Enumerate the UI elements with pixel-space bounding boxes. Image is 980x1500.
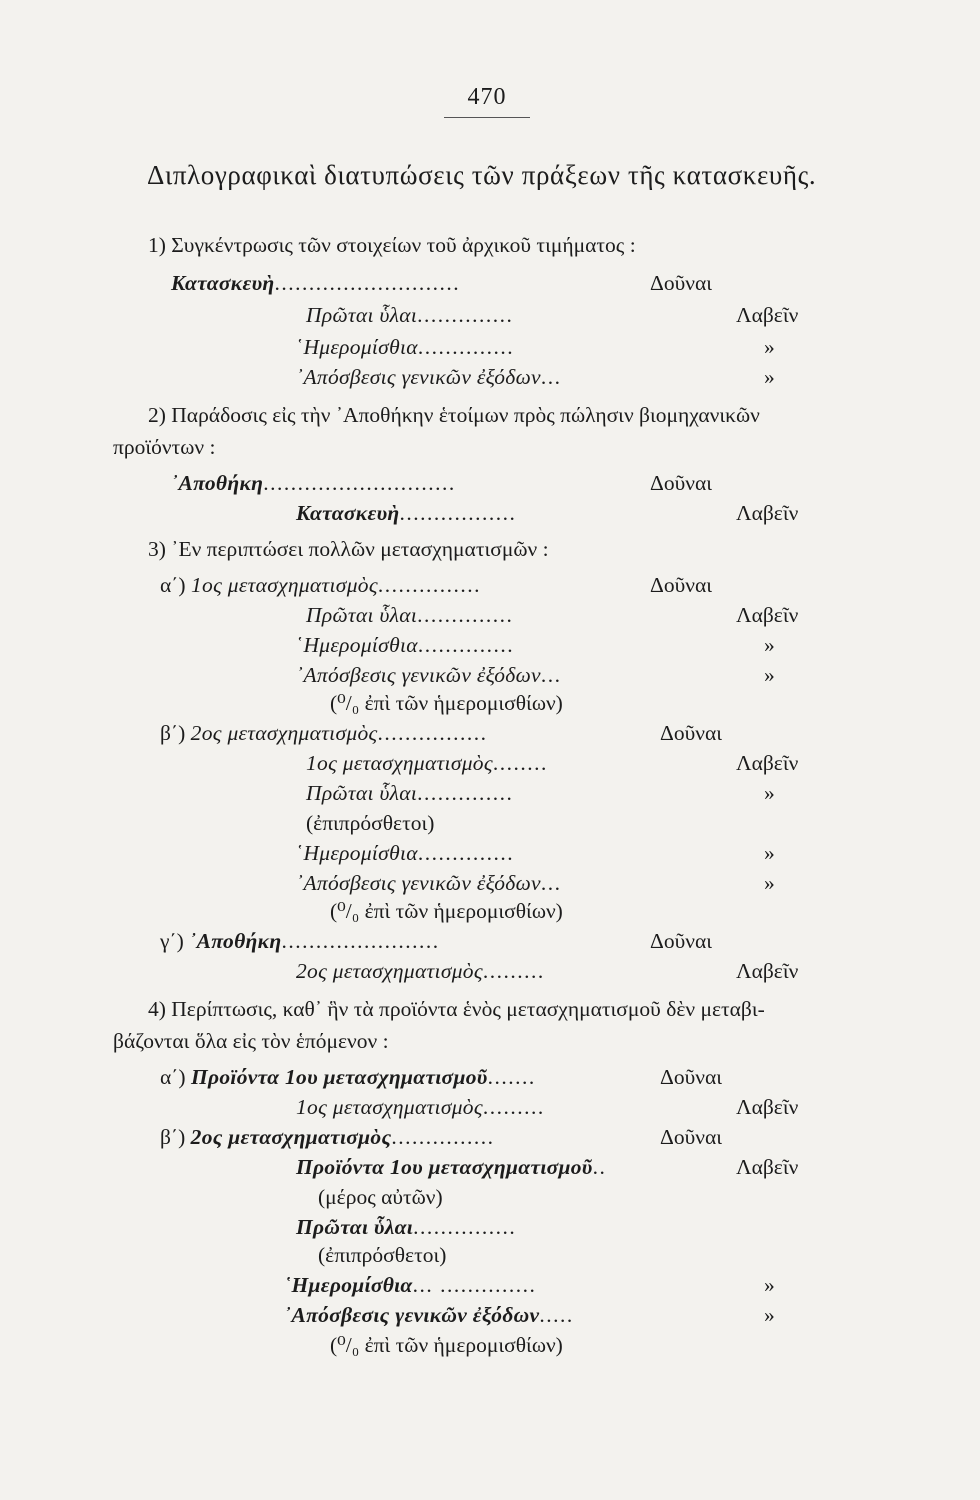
entry-row — [171, 268, 460, 298]
ditto-mark: » — [764, 663, 775, 687]
debit-label: Δοῦναι — [650, 471, 712, 495]
debit-label: Δοῦναι — [660, 1125, 722, 1149]
credit-label: Λαβεῖν — [736, 603, 799, 627]
entry-label: 2ος μετασχηματισμὸς — [190, 721, 378, 745]
entry-row — [171, 468, 456, 498]
leader-dots: .............. — [417, 633, 515, 657]
leader-dots: .............. — [417, 335, 515, 359]
leader-dots: .............. — [417, 303, 514, 327]
leader-dots: ........................... — [274, 271, 461, 295]
credit-label: Λαβεῖν — [736, 1155, 799, 1179]
entry-row — [306, 748, 548, 778]
entry-label: 1ος μετασχηματισμὸς — [296, 1095, 483, 1119]
entry-row — [296, 1212, 516, 1242]
leader-dots: .............. — [417, 781, 514, 805]
entry-label: Κατασκευὴ — [171, 271, 275, 295]
entry-label: ᾿Απόσβεσις γενικῶν ἐξόδων — [284, 1303, 540, 1327]
entry-row — [296, 838, 514, 868]
credit-label: Λαβεῖν — [736, 959, 799, 983]
entry-row — [296, 1092, 545, 1122]
entry-label: ῾Ημερομίσθια — [296, 841, 418, 865]
leader-dots: .............. — [417, 603, 514, 627]
leader-dots: ... — [540, 663, 562, 687]
page-number-rule — [444, 117, 530, 118]
section-3-heading: 3) ᾿Εν περιπτώσει πολλῶν μετασχηματισμῶν : — [148, 537, 549, 561]
entry-label: Προϊόντα 1ου μετασχηματισμοῦ — [190, 1065, 488, 1089]
entry-row — [296, 332, 514, 362]
entry-label: Πρῶται ὗλαι — [306, 603, 418, 627]
subsection-marker: β΄) — [160, 1125, 186, 1149]
leader-dots: ........ — [492, 751, 548, 775]
entry-label: 1ος μετασχηματισμὸς — [306, 751, 493, 775]
leader-dots: ............... — [391, 1125, 495, 1149]
entry-label: Κατασκευὴ — [296, 501, 400, 525]
ditto-mark: » — [764, 365, 775, 389]
leader-dots: ................. — [399, 501, 517, 525]
entry-label: ᾿Αποθήκη — [189, 929, 282, 953]
entry-label: Πρῶται ὗλαι — [296, 1215, 414, 1239]
section-2-heading-continued: προϊόντων : — [113, 435, 216, 459]
leader-dots: .. — [592, 1155, 607, 1179]
note-additional: (ἐπιπρόσθετοι) — [318, 1243, 447, 1267]
leader-dots: ... — [540, 365, 562, 389]
leader-dots: ............... — [377, 573, 481, 597]
entry-row — [284, 1270, 536, 1300]
leader-dots: ....................... — [281, 929, 440, 953]
entry-label: ῾Ημερομίσθια — [284, 1273, 413, 1297]
leader-dots: ......... — [482, 959, 545, 983]
entry-row — [284, 1300, 574, 1330]
leader-dots: ................ — [377, 721, 488, 745]
leader-dots: ............................ — [263, 471, 456, 495]
note-percent: (⁰/₀ ἐπὶ τῶν ἡμερομισθίων) — [330, 1333, 563, 1357]
debit-label: Δοῦναι — [660, 1065, 722, 1089]
entry-label: ῾Ημερομίσθια — [296, 633, 418, 657]
subsection-marker: β΄) — [160, 721, 186, 745]
section-4-heading: 4) Περίπτωσις, καθ᾿ ἣν τὰ προϊόντα ἑνὸς μετασχηματισμοῦ δὲν μεταβι- — [148, 997, 765, 1021]
entry-row — [296, 1152, 606, 1182]
section-2-heading: 2) Παράδοσις εἰς τὴν ᾿Αποθήκην ἑτοίμων πρὸς πώλησιν βιομηχανικῶν — [148, 403, 760, 427]
entry-row — [296, 956, 545, 986]
entry-label: Πρῶται ὗλαι — [306, 781, 418, 805]
entry-row — [296, 660, 562, 690]
entry-label: ᾿Αποθήκη — [171, 471, 264, 495]
entry-label: 2ος μετασχηματισμὸς — [190, 1125, 392, 1149]
leader-dots: ... .............. — [412, 1273, 537, 1297]
credit-label: Λαβεῖν — [736, 751, 799, 775]
entry-label: ᾿Απόσβεσις γενικῶν ἐξόδων — [296, 871, 541, 895]
entry-row — [306, 300, 513, 330]
note-partial: (μέρος αὐτῶν) — [318, 1185, 443, 1209]
entry-row — [306, 778, 513, 808]
subsection-marker: α΄) — [160, 573, 186, 597]
note-additional: (ἐπιπρόσθετοι) — [306, 811, 435, 835]
debit-label: Δοῦναι — [660, 721, 722, 745]
entry-row — [296, 362, 562, 392]
entry-row — [296, 630, 514, 660]
entry-label: 2ος μετασχηματισμὸς — [296, 959, 483, 983]
ditto-mark: » — [764, 633, 775, 657]
debit-label: Δοῦναι — [650, 929, 712, 953]
note-percent: (⁰/₀ ἐπὶ τῶν ἡμερομισθίων) — [330, 691, 563, 715]
subsection-marker: α΄) — [160, 1065, 186, 1089]
ditto-mark: » — [764, 1303, 775, 1327]
section-4-heading-continued: βάζονται ὅλα εἰς τὸν ἑπόμενον : — [113, 1029, 389, 1053]
debit-label: Δοῦναι — [650, 271, 712, 295]
subsection-marker: γ΄) — [160, 929, 184, 953]
leader-dots: ......... — [482, 1095, 545, 1119]
entry-row — [296, 498, 516, 528]
entry-label: ᾿Απόσβεσις γενικῶν ἐξόδων — [296, 663, 541, 687]
leader-dots: ... — [540, 871, 562, 895]
page-title: Διπλογραφικαὶ διατυπώσεις τῶν πράξεων τῆς κατασκευῆς. — [147, 160, 817, 190]
entry-row — [160, 570, 481, 600]
entry-row — [160, 1062, 536, 1092]
leader-dots: ............... — [413, 1215, 517, 1239]
entry-label: ῾Ημερομίσθια — [296, 335, 418, 359]
ditto-mark: » — [764, 1273, 775, 1297]
entry-row — [306, 600, 513, 630]
ditto-mark: » — [764, 781, 775, 805]
credit-label: Λαβεῖν — [736, 501, 799, 525]
entry-label: Προϊόντα 1ου μετασχηματισμοῦ — [296, 1155, 593, 1179]
leader-dots: ....... — [487, 1065, 536, 1089]
ditto-mark: » — [764, 335, 775, 359]
section-1-heading: 1) Συγκέντρωσις τῶν στοιχείων τοῦ ἀρχικοῦ τιμήματος : — [148, 233, 636, 257]
credit-label: Λαβεῖν — [736, 303, 799, 327]
debit-label: Δοῦναι — [650, 573, 712, 597]
credit-label: Λαβεῖν — [736, 1095, 799, 1119]
entry-row — [160, 926, 440, 956]
note-percent: (⁰/₀ ἐπὶ τῶν ἡμερομισθίων) — [330, 899, 563, 923]
leader-dots: .............. — [417, 841, 515, 865]
entry-row — [160, 718, 488, 748]
entry-row — [160, 1122, 494, 1152]
page-number: 470 — [467, 84, 507, 110]
entry-label: Πρῶται ὗλαι — [306, 303, 418, 327]
entry-label: ᾿Απόσβεσις γενικῶν ἐξόδων — [296, 365, 541, 389]
leader-dots: ..... — [539, 1303, 574, 1327]
ditto-mark: » — [764, 841, 775, 865]
entry-label: 1ος μετασχηματισμὸς — [190, 573, 378, 597]
entry-row — [296, 868, 562, 898]
ditto-mark: » — [764, 871, 775, 895]
